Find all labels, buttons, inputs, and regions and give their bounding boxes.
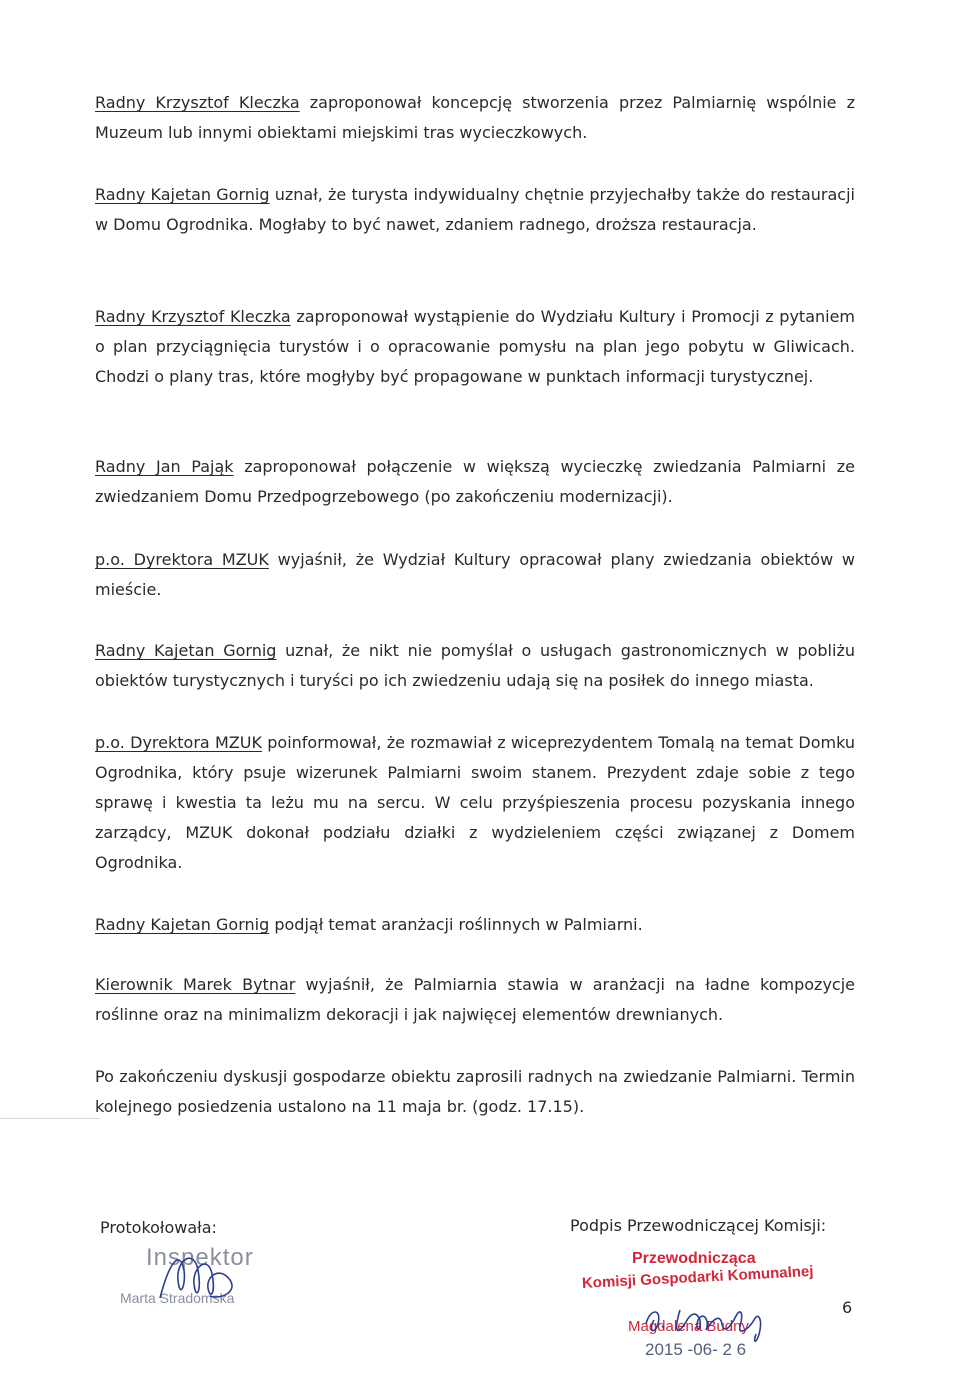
paragraph-9: [95, 970, 855, 1030]
paragraph-speaker: Radny Krzysztof Kleczka: [95, 307, 291, 326]
recorder-signature: [150, 1240, 260, 1310]
paragraph-speaker: Kierownik Marek Bytnar: [95, 975, 296, 994]
recorder-name-stamp: Marta Stradomska: [120, 1290, 235, 1306]
paragraph-5: [95, 545, 855, 605]
page-number: 6: [842, 1298, 853, 1317]
paragraph-speaker: Radny Krzysztof Kleczka: [95, 93, 300, 112]
paragraph-text: uznał, że turysta indywidualny chętnie przyjechałby także do restauracji w Domu Ogrodnika. Mogłaby to być nawet, zdaniem radnego, droższa restauracja.: [95, 185, 855, 234]
paragraph-speaker: p.o. Dyrektora MZUK: [95, 733, 262, 752]
paragraph-text: uznał, że nikt nie pomyślał o usługach gastronomicznych w pobliżu obiektów turystycznych i turyści po ich zwiedzeniu udają się na posiłek do innego miasta.: [95, 641, 855, 690]
paragraph-text: zaproponował wystąpienie do Wydziału Kultury i Promocji z pytaniem o plan przyciągnięcia turystów i o opracowanie pomysłu na plan jego pobytu w Gliwicach. Chodzi o plany tras, które mogłyby być propagowane w punktach informacji turystycznej.: [95, 307, 856, 386]
paragraph-2: [95, 180, 855, 240]
paragraph-4: [95, 452, 855, 512]
paragraph-text: Po zakończeniu dyskusji gospodarze obiektu zaprosili radnych na zwiedzanie Palmiarni. Termin kolejnego posiedzenia ustalono na 11 maja br. (godz. 17.15).: [95, 1067, 855, 1116]
paragraph-speaker: Radny Kajetan Gornig: [95, 915, 270, 934]
paragraph-speaker: p.o. Dyrektora MZUK: [95, 550, 269, 569]
paragraph-speaker: Radny Jan Pająk: [95, 457, 234, 476]
chair-stamp-committee: Komisji Gospodarki Komunalnej: [581, 1262, 814, 1292]
paragraph-speaker: Radny Kajetan Gornig: [95, 641, 277, 660]
paragraph-8: [95, 910, 855, 940]
chair-signature: [640, 1290, 790, 1350]
paragraph-text: wyjaśnił, że Palmiarnia stawia w aranżacji na ładne kompozycje roślinne oraz na minimalizm dekoracji i jak najwięcej elementów drewnianych.: [95, 975, 855, 1024]
margin-rule: [0, 1118, 100, 1119]
paragraph-text: podjął temat aranżacji roślinnych w Palmiarni.: [269, 915, 643, 934]
paragraph-text: zaproponował połączenie w większą wycieczkę zwiedzania Palmiarni ze zwiedzaniem Domu Przedpogrzebowego (po zakończeniu modernizacji).: [95, 457, 856, 506]
paragraph-3: [95, 302, 855, 392]
paragraph-6: [95, 636, 855, 696]
chair-signature-label: Podpis Przewodniczącej Komisji:: [570, 1216, 827, 1235]
paragraph-speaker: Radny Kajetan Gornig: [95, 185, 270, 204]
chair-stamp-date: 2015 -06- 2 6: [645, 1340, 747, 1359]
paragraph-10: [95, 1062, 855, 1122]
paragraph-7: [95, 728, 855, 878]
paragraph-text: zaproponował koncepcję stworzenia przez Palmiarnię wspólnie z Muzeum lub innymi obiektami miejskimi tras wycieczkowych.: [95, 93, 856, 142]
chair-stamp-title: Przewodnicząca: [632, 1250, 756, 1267]
inspector-stamp: Inspektor: [146, 1244, 254, 1271]
paragraph-text: wyjaśnił, że Wydział Kultury opracował plany zwiedzania obiektów w mieście.: [95, 550, 856, 599]
recorder-label: Protokołowała:: [100, 1218, 217, 1237]
paragraph-1: [95, 88, 855, 148]
chair-stamp-name: Magdalena Budny: [628, 1318, 749, 1335]
paragraph-text: poinformował, że rozmawiał z wiceprezydentem Tomalą na temat Domku Ogrodnika, który psuje wizerunek Palmiarni swoim stanem. Prezydent zdaje sobie z tego sprawę i kwestia ta leżu mu na sercu. W celu przyśpieszenia procesu pozyskania innego zarządcy, MZUK dokonał podziału działki z wydzieleniem części związanej z Domem Ogrodnika.: [95, 733, 856, 872]
